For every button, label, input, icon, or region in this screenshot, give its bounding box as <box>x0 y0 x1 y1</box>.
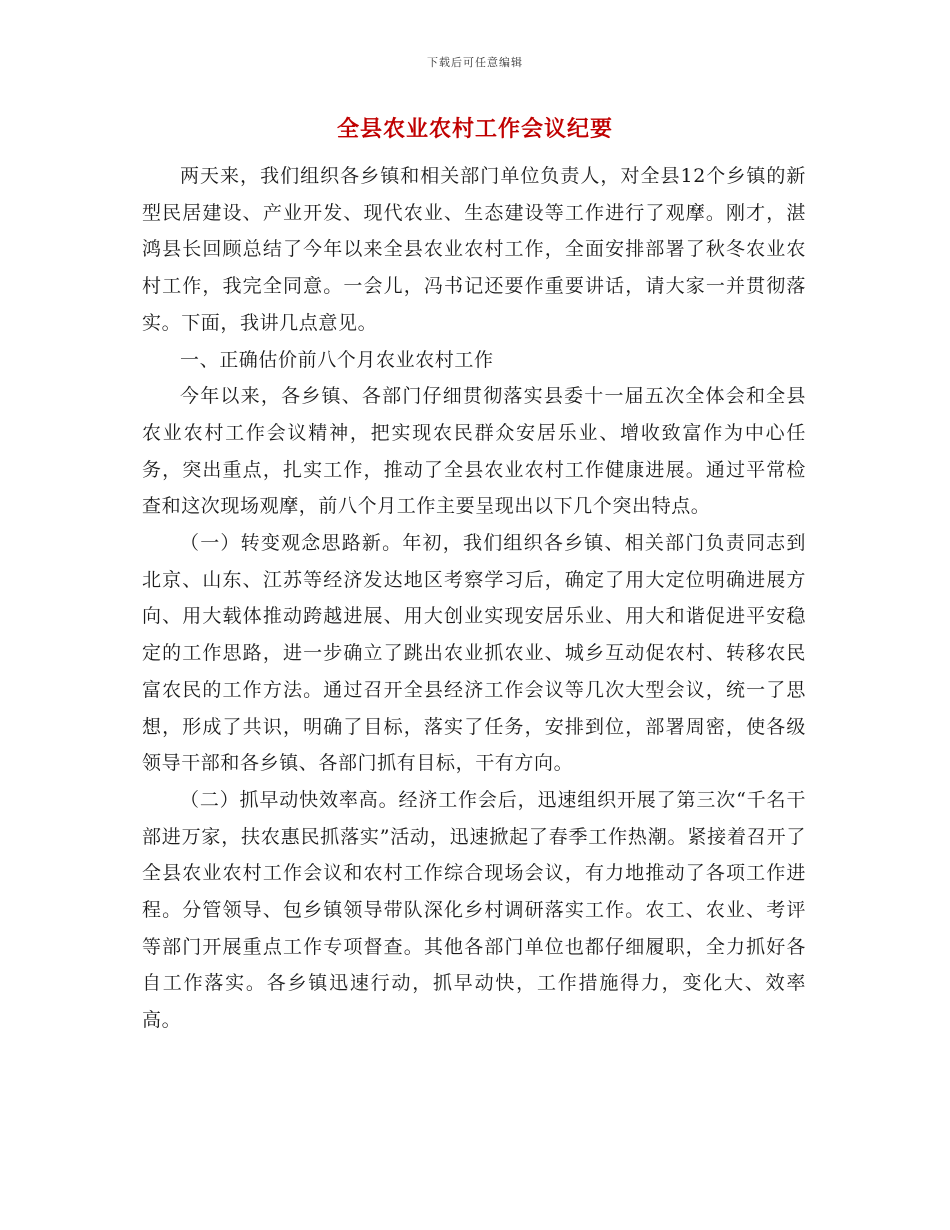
paragraph-overview: 今年以来，各乡镇、各部门仔细贯彻落实县委十一届五次全体会和全县农业农村工作会议精神，把实现农民群众安居乐业、增收致富作为中心任务，突出重点，扎实工作，推动了全县农业农村工作健康进展。通过平常检查和这次现场观摩，前八个月工作主要呈现出以下几个突出特点。 <box>142 385 806 518</box>
document-title: 全县农业农村工作会议纪要 <box>336 116 613 142</box>
document-body <box>142 158 806 1039</box>
section-heading: 一、正确估价前八个月农业农村工作 <box>180 348 494 371</box>
paragraph-point-2: （二）抓早动快效率高。经济工作会后，迅速组织开展了第三次“千名干部进万家，扶农惠民抓落实”活动，迅速掀起了春季工作热潮。紧接着召开了全县农业农村工作会议和农村工作综合现场会议，有力地推动了各项工作进程。分管领导、包乡镇领导带队深化乡村调研落实工作。农工、农业、考评等部门开展重点工作专项督查。其他各部门单位也都仔细履职，全力抓好各自工作落实。各乡镇迅速行动，抓早动快，工作措施得力，变化大、效率高。 <box>142 788 806 1032</box>
paragraph-intro: 两天来，我们组织各乡镇和相关部门单位负责人，对全县12个乡镇的新型民居建设、产业开发、现代农业、生态建设等工作进行了观摩。刚才，湛鸿县长回顾总结了今年以来全县农业农村工作，全面安排部署了秋冬农业农村工作，我完全同意。一会儿，冯书记还要作重要讲话，请大家一并贯彻落实。下面，我讲几点意见。 <box>142 165 806 334</box>
header-note: 下载后可任意编辑 <box>427 56 523 69</box>
paragraph-point-1: （一）转变观念思路新。年初，我们组织各乡镇、相关部门负责同志到北京、山东、江苏等经济发达地区考察学习后，确定了用大定位明确进展方向、用大载体推动跨越进展、用大创业实现安居乐业、用大和谐促进平安稳定的工作思路，进一步确立了跳出农业抓农业、城乡互动促农村、转移农民富农民的工作方法。通过召开全县经济工作会议等几次大型会议，统一了思想，形成了共识，明确了目标，落实了任务，安排到位，部署周密，使各级领导干部和各乡镇、各部门抓有目标，干有方向。 <box>142 532 806 775</box>
